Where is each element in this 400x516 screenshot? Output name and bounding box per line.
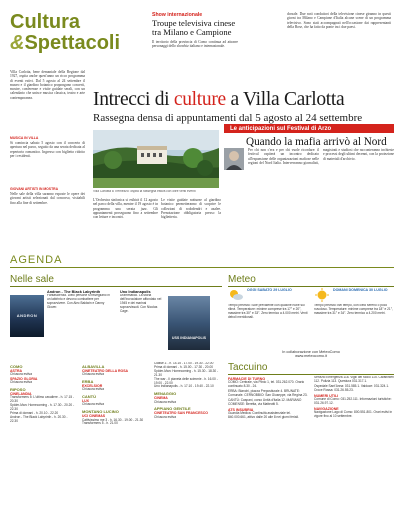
listing-city: CANTÙ	[82, 394, 96, 400]
cinema-listing-column-1	[10, 362, 76, 510]
nelle-sale-title: Nelle sale	[10, 274, 222, 287]
headline-highlight: culture	[173, 89, 226, 110]
headline-part-1: Intrecci di	[93, 89, 174, 110]
left-intro-body: Villa Carlotta, bene demaniale della Regione dal 1927, ospita anche quest'anno un ricco programma di eventi estivi. Dal 5 agosto al 24 settembre il museo e il giardino botanico propongono concerti, mostre, conferenze e visite guidate serali, con un calendario che unisce musica classica, teatro e arte contemporanea.	[10, 70, 85, 100]
meteo-section	[228, 274, 394, 360]
festival-article	[224, 124, 394, 248]
meteo-credit-url[interactable]: www.meteocomo.it	[295, 354, 327, 359]
taccuino-entry: Servizio Emergenza 118. Vigili del fuoco 115. Carabinieri 112. Polizia 113. Questura 031.317.1.	[314, 376, 394, 383]
left-subhead-1: MUSICA IN VILLA	[10, 136, 39, 140]
meteo-credit	[228, 350, 394, 359]
meteo-today-forecast: Tempo previsto: Sole prevalente con qualche nube sui rilievi. Temperature: minime comprese tra 17° e 20°, massime tra 30° e 33°. Zero termico a 4.000 metri. Venti deboli meridionali.	[228, 304, 308, 319]
main-article-column-2: Le visite guidate notturne al giardino botanico permetteranno di scoprire le collezioni di rododendri e azalee. Prenotazione obbligatoria presso la biglietteria.	[161, 198, 221, 220]
villa-photo-caption: Villa Carlotta a Tremezzo: ospita la rassegna estiva con oltre venti eventi	[93, 190, 196, 193]
listing-cinema: ASTRA	[10, 369, 23, 373]
taccuino-section	[228, 362, 394, 512]
listing-city: MENAGGIO	[154, 391, 177, 397]
listing-showtime: The war - Il pianeta delle scimmie - h. 16.00 - 19.00 - 22.00	[154, 376, 218, 385]
listing-cinema: SPAZIO GLORIA	[10, 377, 38, 382]
sun-cloud-icon	[228, 288, 244, 302]
listing-showtime: Classe Z - h. 14.15 - 17.00 - 19.30 - 22.00	[154, 362, 214, 365]
listing-showtime: Chiusura estiva	[10, 380, 32, 385]
film-1-info	[47, 290, 114, 350]
film-card-2	[120, 290, 222, 360]
meteo-title: Meteo	[228, 274, 394, 287]
listing-cinema: CINELANDIA	[10, 392, 32, 397]
film-1-description: Fantascienza. Dieci persone si risvegliano in un labirinto e devono combattere per sopravvivere. Con Alec Baldwin e Danny Glover.	[47, 294, 110, 310]
listing-cinema: UCI CINEMAS	[82, 414, 106, 419]
nelle-sale-section	[10, 274, 222, 287]
meteo-tomorrow-forecast: Tempo previsto: Bel tempo, con cielo sereno o poco nuvoloso. Temperature: minime comprese tra 18° e 21°, massime tra 31° e 34°. Zero termico a 4.200 metri.	[314, 304, 393, 315]
film-2-info	[120, 290, 166, 354]
main-subheadline: Rassegna densa di appuntamenti dal 5 agosto al 24 settembre	[93, 112, 363, 124]
film-2-description: Drammatico. La storia dell'incrociatore affondato nel 1945 e dei marinai sopravvissuti. Con Nicolas Cage.	[120, 294, 162, 314]
listing-showtime: Chiusura estiva	[154, 414, 176, 419]
listing-city: ERBA	[82, 379, 94, 385]
listing-showtime: Chiusura estiva	[82, 387, 104, 392]
section-title-spettacoli: Spettacoli	[24, 32, 121, 54]
main-article-column-1: L'Orchestra sinfonica si esibirà il 12 agosto nel parco della villa, mentre il 19 agosto è in programma una serata jazz. Gli appuntamenti proseguono fino a settembre con letture e incontri.	[93, 198, 158, 220]
listing-showtime: Prima di domani - h. 15.00 - 17.30 - 20.00	[154, 364, 214, 369]
taccuino-entry: Ospedale Sant'Anna: 031.585.1. Valduce: 031.324.1. Croce Rossa: 031.26.55.23.	[314, 383, 389, 392]
film-1-poster	[10, 295, 44, 337]
listing-city: MONTANO LUCINO	[82, 409, 119, 415]
top-story-kicker: Show internazionale	[152, 12, 203, 18]
meteo-today-label: OGGI SABATO 29 LUGLIO	[247, 288, 292, 292]
taccuino-entry: Guardia Medica: Continuità assistenziale tel. 840.000.661, attivo dalle 20 alle 8 nei giorni feriali.	[228, 411, 299, 420]
left-intro-column	[10, 70, 85, 248]
section-ampersand: &	[10, 32, 25, 54]
sun-icon	[314, 288, 330, 302]
listing-showtime: Spider-Man: Homecoming - h. 17.30 - 20.20 - 22.30	[10, 403, 75, 412]
listing-showtime: Chiusura estiva	[10, 372, 32, 377]
top-right-article-text: dorsale. Due noti conduttori della televisione cinese giranno in questi giorni tra Milano e Campione d'Italia alcune scene di un programma televisivo. Sono stati accompagnati nell'occasione dai rappresentanti della Bose, che ha fatto da ponte tra i due paesi.	[287, 12, 391, 29]
listing-showtime: Chiusura estiva	[82, 372, 104, 377]
listing-cinema: LUX	[82, 399, 89, 404]
top-story-body: Il territorio della provincia di Como continua ad attrarre personaggi dello showbiz italiano e internazionale.	[152, 39, 238, 49]
taccuino-entry: Comune di Como: 031.252.111. Informazioni turistiche: 031.26.97.12.	[314, 397, 392, 405]
top-story	[152, 12, 238, 74]
festival-banner: Le anticipazioni sul Festival di Arzo	[224, 124, 394, 133]
festival-body: Per chi non c'era e per chi vuole ricordare: il festival ospiterà un incontro dedicato all'espansione delle organizzazioni mafiose nelle regioni del Nord Italia. Interverranno giornalisti, magistrati e studiosi che racconteranno inchieste e processi degli ultimi decenni, con la proiezione di materiali d'archivio.	[248, 148, 394, 165]
listing-showtime: Transformers 5 - h. 21.00	[82, 421, 118, 426]
taccuino-heading: ATS INSUBRIA	[228, 407, 254, 412]
listing-showtime: Andron - The Black Labyrinth - h. 20.30 - 22.30	[10, 414, 68, 423]
meteo-credit-line1: In collaborazione con MeteoComo	[282, 350, 340, 354]
taccuino-column-2	[314, 376, 394, 512]
taccuino-entry: CANTÙ: Caspani, corso Unità d'Italia 12. MARIANO COMENSE: Beretta, via Matteotti 5.	[228, 398, 302, 406]
taccuino-title: Taccuino	[228, 362, 394, 375]
left-subhead-1-body: Si comincia sabato 5 agosto con il concerto di apertura nel parco, seguito da una serata dedicata al repertorio romantico. Ingresso con biglietto ridotto per i residenti.	[10, 141, 85, 158]
listing-showtime: Chiusura estiva	[82, 402, 104, 407]
film-card-1	[10, 290, 114, 360]
villa-carlotta-photo	[93, 130, 219, 188]
listing-city: ALBAVILLA	[82, 364, 105, 369]
film-2-poster	[168, 296, 210, 350]
cinema-listing-column-2	[82, 362, 148, 510]
listing-showtime: Prima di domani - h. 20.10 - 22.20	[10, 411, 59, 416]
listing-cinema: CINETEATRO DELLA ROSA	[82, 369, 129, 373]
headline-part-2: a Villa Carlotta	[225, 89, 345, 110]
listing-showtime: Transformers 5: L'ultimo cavaliere - h. 17.15 - 20.30	[10, 395, 75, 404]
listing-showtime: Uno Indianapolis - h. 17.10 - 19.40 - 22.10	[154, 384, 214, 389]
listing-showtime: Cattivissimo me 3 - h. 16.30 - 19.00 - 21.30	[82, 417, 144, 422]
section-header	[10, 12, 140, 60]
meteo-tomorrow	[314, 288, 394, 348]
meteo-today	[228, 288, 308, 348]
festival-title: Quando la mafia arrivò al Nord	[246, 136, 387, 148]
listing-cinema: CINETEATRO SAN FRANCESCO	[154, 411, 208, 416]
listing-showtime: Spider-Man: Homecoming - h. 15.30 - 18.30 - 21.30	[154, 368, 219, 377]
taccuino-heading: NUMERI UTILI	[314, 393, 339, 398]
top-story-title: Troupe televisiva cinese tra Milano e Campione	[152, 18, 236, 38]
section-title-line1: Cultura	[10, 11, 80, 33]
film-2-poster-title: USS INDIANAPOLIS	[171, 336, 207, 340]
film-1-poster-title: ANDRON	[16, 313, 38, 318]
cinema-listing-column-3	[154, 362, 220, 510]
listing-cinema: CINEMA	[154, 396, 168, 401]
meteo-tomorrow-label: DOMANI DOMENICA 30 LUGLIO	[333, 288, 388, 292]
taccuino-heading: NAVIGAZIONE	[314, 406, 339, 411]
left-subhead-2-body: Nelle sale della villa saranno esposte le opere dei giovani artisti selezionati dal concorso, visitabili fino alla fine di settembre.	[10, 192, 85, 205]
left-subhead-2: GIOVANI ARTISTI IN MOSTRA	[10, 187, 59, 191]
listing-showtime: Chiusura estiva	[154, 399, 176, 404]
agenda-title: AGENDA	[10, 254, 394, 268]
speaker-photo	[224, 148, 244, 170]
section-title-line2	[10, 32, 140, 54]
taccuino-heading: FARMACIE DI TURNO	[228, 377, 266, 381]
listing-cinema: EXCELSIOR	[82, 384, 103, 389]
listing-city: COMO	[10, 364, 23, 369]
listing-city: APPIANO GENTILE	[154, 406, 191, 412]
film-1-title: Andron - The Black Labyrinth	[47, 290, 101, 294]
main-headline	[93, 90, 393, 110]
taccuino-column-1	[228, 376, 308, 512]
taccuino-entry: COMO: Centrale, via Plinio 1, tel. 031.262.070. Orario continuato 8.30 - 24.	[228, 380, 305, 389]
taccuino-entry: ERBA: Bianchi, piazza Prepositurale 4. BRUNATE: Comunale. CERNOBBIO: San Giuseppe, via Regina 23.	[228, 389, 308, 398]
listing-city: RIPOSO	[10, 387, 26, 393]
main-headline-block	[93, 90, 393, 124]
taccuino-entry: Navigazione Lago di Como: 800.551.801. Orari estivi in vigore fino al 10 settembre.	[314, 410, 393, 419]
film-2-title: Uno Indianapolis	[120, 290, 151, 294]
